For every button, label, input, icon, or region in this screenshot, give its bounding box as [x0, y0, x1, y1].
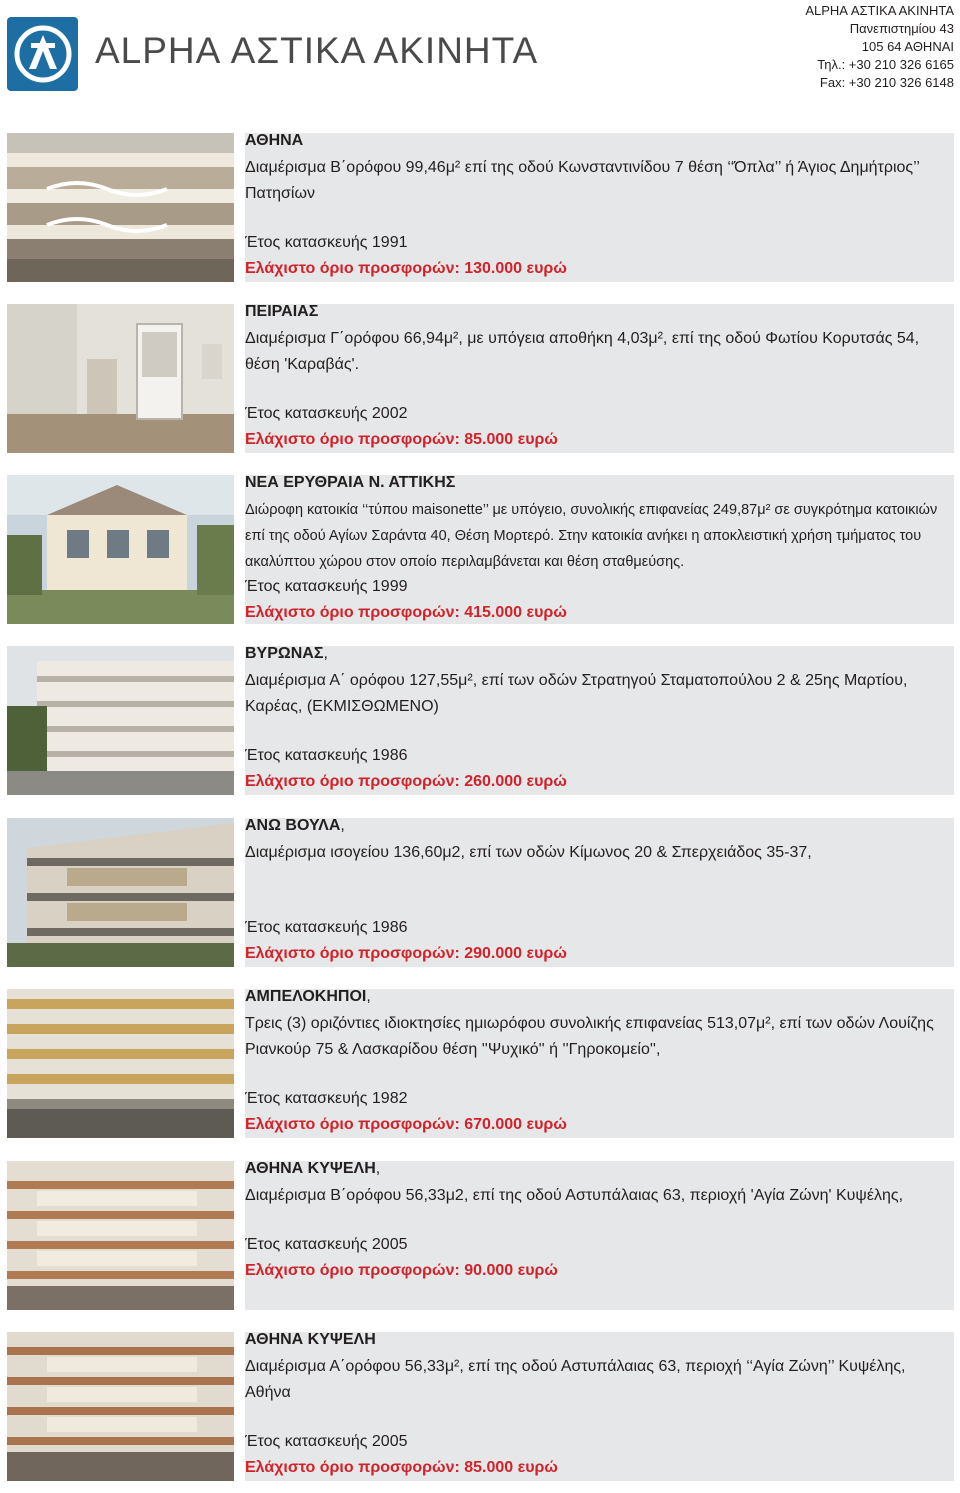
listing-description: Διαμέρισμα Γ΄ορόφου 66,94μ², με υπόγεια αποθήκη 4,03μ², επί της οδού Φωτίου Κορυτσάς 54, θέση 'Καραβάς'. [245, 330, 920, 373]
minimum-offer: Ελάχιστο όριο προσφορών: 670.000 ευρώ [245, 1116, 567, 1133]
listing-location [245, 132, 303, 150]
property-photo[interactable] [7, 818, 234, 967]
listing-description: Διαμέρισμα Β΄ορόφου 99,46μ² επί της οδού Κωνσταντινίδου 7 θέση ‘‘Όπλα’’ ή Άγιος Δημήτριος’’ Πατησίων [245, 159, 920, 202]
listing-description: Διαμέρισμα ισογείου 136,60μ2, επί των οδών Κίμωνος 20 & Σπερχειάδος 35-37, [245, 844, 812, 861]
minimum-offer: Ελάχιστο όριο προσφορών: 260.000 ευρώ [245, 773, 567, 790]
listing-info [245, 1161, 954, 1310]
listing-location [245, 645, 328, 663]
location-suffix: , [375, 1160, 381, 1177]
minimum-offer: Ελάχιστο όριο προσφορών: 130.000 ευρώ [245, 260, 567, 277]
property-photo[interactable] [7, 1161, 234, 1310]
listing-location [245, 474, 455, 492]
location-suffix: , [366, 988, 371, 1005]
listing-description: Τρεις (3) οριζόντιες ιδιοκτησίες ημιωρόφου συνολικής επιφανείας 513,07μ², επί των οδών Λουίζης Ριανκούρ 75 & Λασκαρίδου θέση ''Ψυχικό'' ή ''Γηροκομείο'', [245, 1015, 934, 1058]
listing-description: Διαμέρισμα Α΄ ορόφου 127,55μ², επί των οδών Στρατηγού Σταματοπούλου 2 & 25ης Μαρτίου, Καρέας, (ΕΚΜΙΣΘΩΜΕΝΟ) [245, 672, 908, 715]
property-photo[interactable] [7, 989, 234, 1138]
listing-info [245, 818, 954, 967]
property-photo[interactable] [7, 1332, 234, 1481]
construction-year: Έτος κατασκευής 1986 [245, 919, 408, 936]
listing-info [245, 304, 954, 453]
listing[interactable] [7, 1332, 954, 1481]
construction-year: Έτος κατασκευής 1991 [245, 234, 408, 251]
company-address [805, 2, 954, 92]
construction-year: Έτος κατασκευής 1986 [245, 747, 408, 764]
property-photo[interactable] [7, 304, 234, 453]
construction-year: Έτος κατασκευής 2005 [245, 1236, 408, 1253]
location-name: ΒΥΡΩΝΑΣ [245, 645, 324, 662]
location-suffix: , [323, 645, 328, 662]
listing[interactable] [7, 646, 954, 795]
listing-info [245, 1332, 954, 1481]
listing-description: Διαμέρισμα Α΄ορόφου 56,33μ², επί της οδού Αστυπάλαιας 63, περιοχή ‘‘Αγία Ζώνη’’ Κυψέλης, Αθήνα [245, 1358, 906, 1401]
listing[interactable] [7, 818, 954, 967]
listing[interactable] [7, 133, 954, 282]
property-photo[interactable] [7, 475, 234, 624]
listing[interactable] [7, 1161, 954, 1310]
address-line: 105 64 ΑΘΗΝΑΙ [861, 39, 954, 54]
location-name: ΑΘΗΝΑ ΚΥΨΕΛΗ [245, 1331, 376, 1348]
listing-info [245, 989, 954, 1138]
construction-year: Έτος κατασκευής 1999 [245, 578, 408, 595]
listing-info [245, 133, 954, 282]
listing-location [245, 1331, 376, 1349]
location-name: ΑΝΩ ΒΟΥΛΑ [245, 817, 341, 834]
listing[interactable] [7, 989, 954, 1138]
address-line: Fax: +30 210 326 6148 [819, 75, 954, 90]
listing-description: Διαμέρισμα Β΄ορόφου 56,33μ2, επί της οδού Αστυπάλαιας 63, περιοχή 'Αγία Ζώνη' Κυψέλης, [245, 1187, 904, 1204]
location-name: ΑΘΗΝΑ ΚΥΨΕΛΗ [245, 1160, 376, 1177]
listing-location [245, 1160, 380, 1178]
minimum-offer: Ελάχιστο όριο προσφορών: 415.000 ευρώ [245, 604, 567, 621]
listing[interactable] [7, 475, 954, 624]
construction-year: Έτος κατασκευής 1982 [245, 1090, 408, 1107]
location-name: ΠΕΙΡΑΙΑΣ [245, 303, 319, 320]
listing-location [245, 988, 371, 1006]
property-photo[interactable] [7, 133, 234, 282]
listing-location [245, 303, 318, 321]
page-header [0, 0, 960, 110]
listing[interactable] [7, 304, 954, 453]
minimum-offer: Ελάχιστο όριο προσφορών: 85.000 ευρώ [245, 431, 558, 448]
address-line: Τηλ.: +30 210 326 6165 [817, 57, 954, 72]
minimum-offer: Ελάχιστο όριο προσφορών: 90.000 ευρώ [245, 1262, 558, 1279]
location-suffix: , [340, 817, 345, 834]
construction-year: Έτος κατασκευής 2002 [245, 405, 408, 422]
location-name: ΝΕΑ ΕΡΥΘΡΑΙΑ Ν. ΑΤΤΙΚΗΣ [245, 474, 456, 491]
property-photo[interactable] [7, 646, 234, 795]
address-line: ALPHA ΑΣΤΙΚΑ ΑΚΙΝΗΤΑ [805, 3, 954, 18]
alpha-logo-icon [7, 17, 78, 91]
listing-location [245, 817, 345, 835]
minimum-offer: Ελάχιστο όριο προσφορών: 85.000 ευρώ [245, 1459, 558, 1476]
location-name: ΑΜΠΕΛΟΚΗΠΟΙ [245, 988, 367, 1005]
logo-wordmark: ALPHA ΑΣΤΙΚΑ ΑΚΙΝΗΤΑ [95, 30, 539, 71]
construction-year: Έτος κατασκευής 2005 [245, 1433, 408, 1450]
listing-description: Διώροφη κατοικία ‘‘τύπου maisonette’’ με υπόγειο, συνολικής επιφανείας 249,87μ² σε συγκρότημα κατοικιών επί της οδού Αγίων Σαράντα 40, Θέση Μορτερό. Στην κατοικία ανήκει η αποκλειστική χρήση τμήματος του ακαλύπτου χώρου στον οποίο περιλαμβάνεται και θέση σταθμεύσης. [245, 502, 938, 570]
listing-info [245, 646, 954, 795]
location-name: ΑΘΗΝΑ [245, 132, 304, 149]
listing-info [245, 475, 954, 624]
minimum-offer: Ελάχιστο όριο προσφορών: 290.000 ευρώ [245, 945, 567, 962]
address-line: Πανεπιστημίου 43 [849, 21, 954, 36]
